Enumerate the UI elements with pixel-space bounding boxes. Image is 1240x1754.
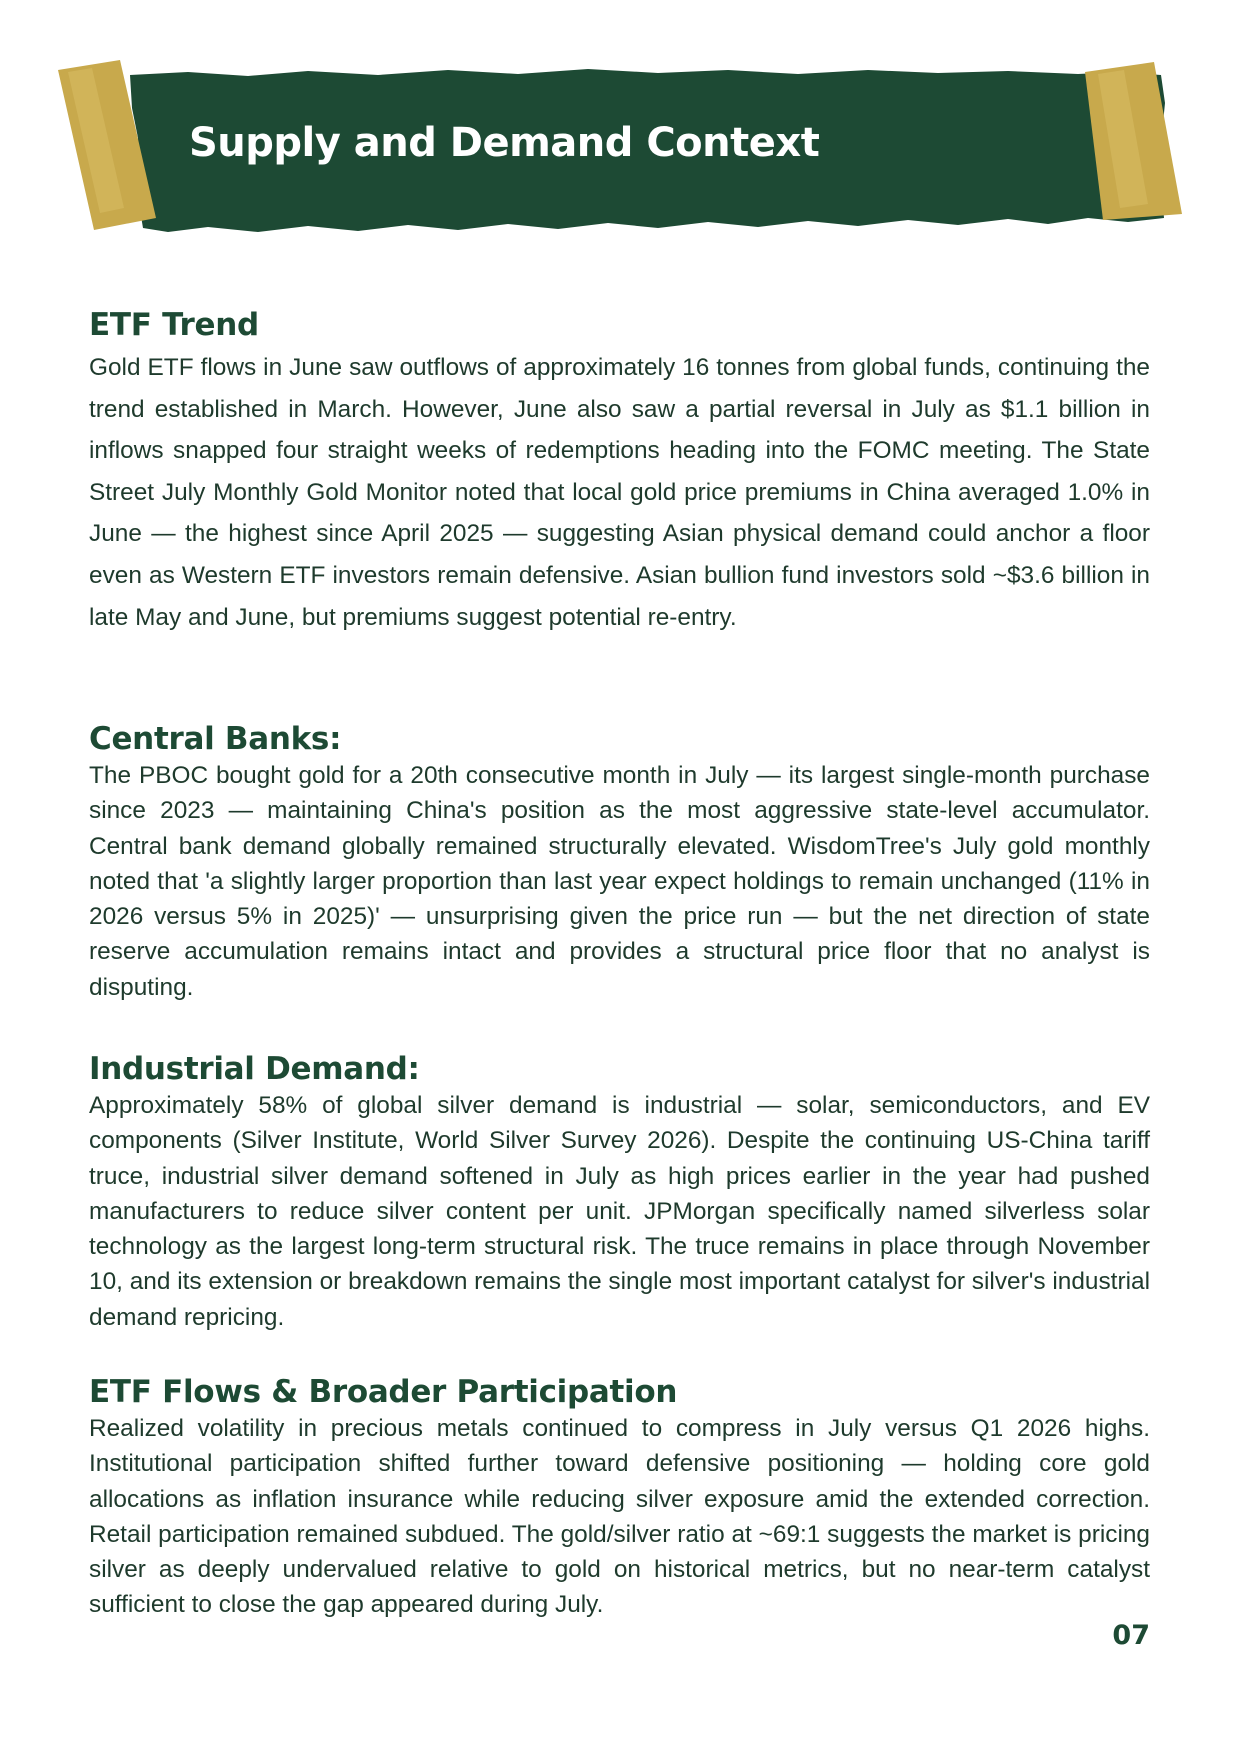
section-heading: Central Banks: (89, 721, 342, 757)
section-body: Gold ETF flows in June saw outflows of approximately 16 tonnes from global funds, continuing the trend established in March. However, June also saw a partial reversal in July as $1.1 billion in inflows snapped four straight weeks of redemptions heading into the FOMC meeting. The State Street July Monthly Gold Monitor noted that local gold price premiums in China averaged 1.0% in June — the highest since April 2025 — suggesting Asian physical demand could anchor a floor even as Western ETF investors remain defensive. Asian bullion fund investors sold ~$3.6 billion in late May and June, but premiums suggest potential re-entry. (89, 354, 1150, 631)
etf-flows-section (89, 1373, 1150, 1623)
section-heading: ETF Flows & Broader Participation (89, 1374, 678, 1410)
etf-trend-section (89, 306, 1150, 638)
section-body: The PBOC bought gold for a 20th consecutive month in July — its largest single-month purchase since 2023 — maintaining China's position as the most aggressive state-level accumulator. Central bank demand globally remained structurally elevated. WisdomTree's July gold monthly noted that 'a slightly larger proportion than last year expect holdings to remain unchanged (11% in 2026 versus 5% in 2025)' — unsurprising given the price run — but the net direction of state reserve accumulation remains intact and provides a structural price floor that no analyst is disputing. (89, 762, 1150, 1001)
page-title: Supply and Demand Context (189, 120, 820, 166)
section-body: Realized volatility in precious metals continued to compress in July versus Q1 2026 highs. Institutional participation shifted further toward defensive positioning — holding core gold allocations as inflation insurance while reducing silver exposure amid the extended correction. Retail participation remained subdued. The gold/silver ratio at ~69:1 suggests the market is pricing silver as deeply undervalued relative to gold on historical metrics, but no near-term catalyst sufficient to close the gap appeared during July. (89, 1415, 1150, 1619)
page-number: 07 (1112, 1620, 1150, 1651)
central-banks-section (89, 720, 1150, 1005)
section-banner (58, 58, 1188, 248)
section-heading: Industrial Demand: (89, 1051, 420, 1087)
industrial-demand-section (89, 1050, 1150, 1335)
section-heading: ETF Trend (89, 307, 259, 343)
section-body: Approximately 58% of global silver demand is industrial — solar, semiconductors, and EV components (Silver Institute, World Silver Survey 2026). Despite the continuing US-China tariff truce, industrial silver demand softened in July as high prices earlier in the year had pushed manufacturers to reduce silver content per unit. JPMorgan specifically named silverless solar technology as the largest long-term structural risk. The truce remains in place through November 10, and its extension or breakdown remains the single most important catalyst for silver's industrial demand repricing. (89, 1092, 1150, 1331)
